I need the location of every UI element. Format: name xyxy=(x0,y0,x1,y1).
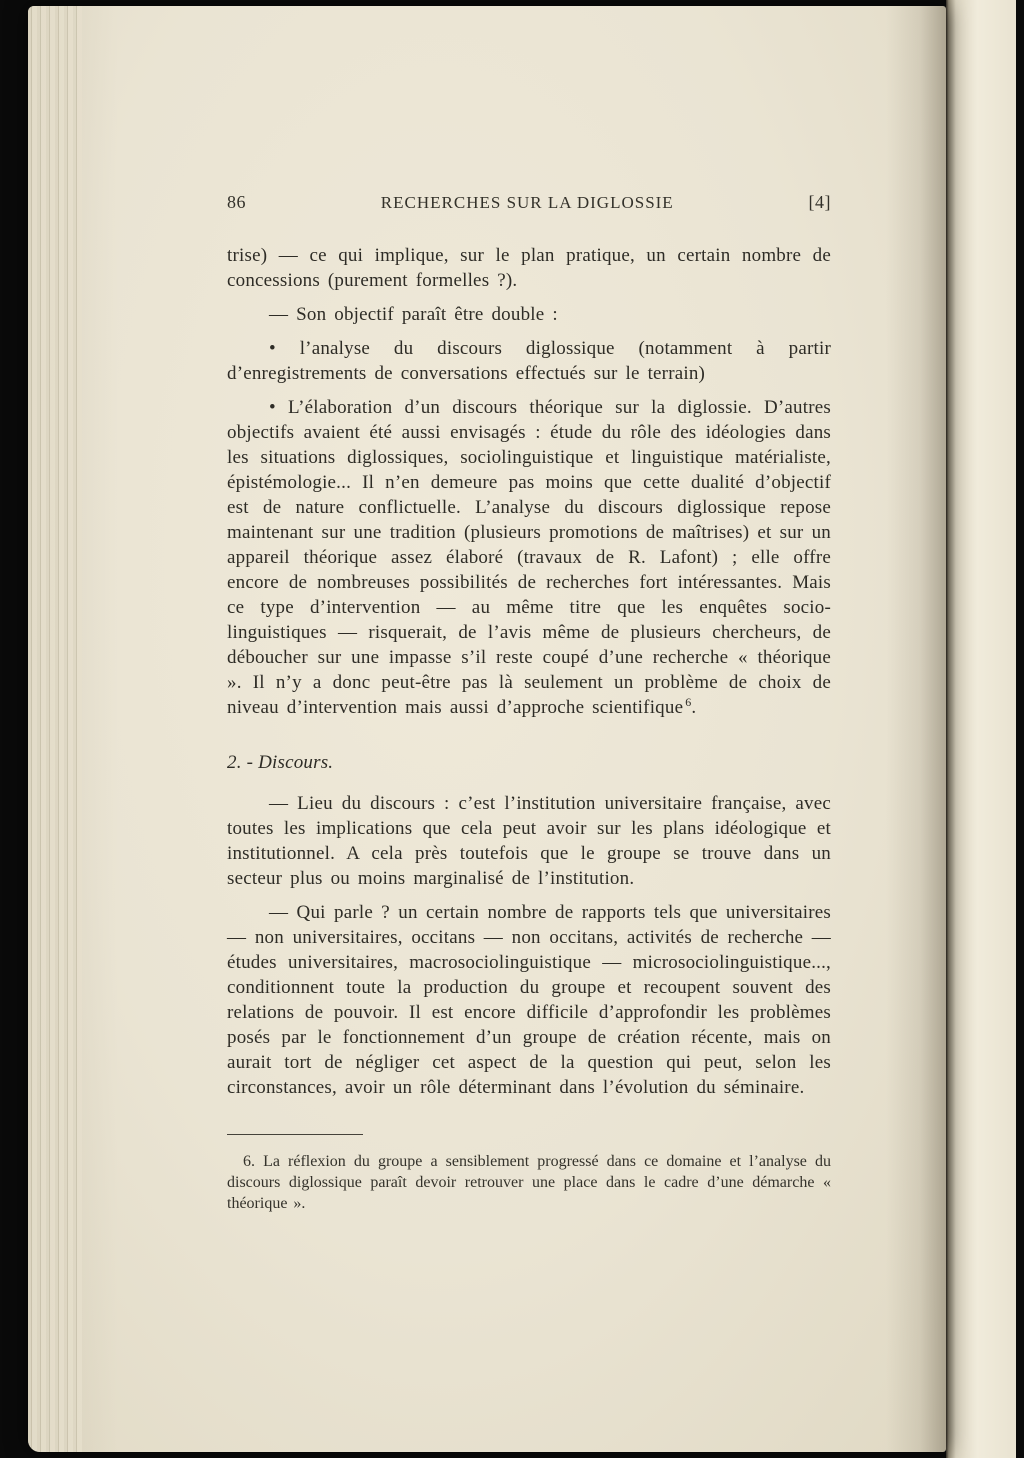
page-stack-edge xyxy=(28,6,82,1452)
running-title: RECHERCHES SUR LA DIGLOSSIE xyxy=(380,193,674,212)
bullet-item-analyse: • l’analyse du discours diglossique (notamment à partir d’enregistrements de conversations effectués sur le terrain) xyxy=(227,338,831,384)
bullet-item-elaboration-period: . xyxy=(691,697,697,718)
paragraph-qui-parle: — Qui parle ? un certain nombre de rapports tels que universitaires — non universitaires, occitans — non occitans, activités de recherche — études universitaires, macrosociolinguistique — microsociolinguistique..., conditionnent toute la production du groupe et recoupent souvent des relations de pouvoir. Il est encore difficile d’approfondir les problèmes posés par le fonctionnement d’un groupe de création récente, mais on aurait tort de négliger cet aspect de la question qui peut, selon les circonstances, avoir un rôle déterminant dans l’évolution du séminaire. xyxy=(227,902,831,1098)
page-number: 86 xyxy=(227,192,246,212)
section-heading-discours: 2. - Discours. xyxy=(227,752,334,773)
bullet-item-elaboration-text: • L’élaboration d’un discours théorique sur la diglossie. D’autres objectifs avaient été aussi envisagés : étude du rôle des idéologies dans les situations diglossiques, sociolinguistique et linguistique matérialiste, épistémologie... Il n’en demeure pas moins que cette dualité d’objectif est de nature conflictuelle. L’analyse du discours diglossique repose maintenant sur une tradition (plusieurs promotions de maîtrises) et sur un appareil théorique assez élaboré (travaux de R. Lafont) ; elle offre encore de nombreuses possibilités de recherches fort intéressantes. Mais ce type d’intervention — au même titre que les enquêtes socio-linguistiques — risquerait, de l’avis même de plusieurs chercheurs, de déboucher sur une impasse s’il reste coupé d’une recherche « théorique ». Il n’y a donc peut-être pas là seulement un problème de choix de niveau d’intervention mais aussi d’approche scientifique xyxy=(227,397,831,718)
continuation-paragraph: trise) — ce qui implique, sur le plan pratique, un certain nombre de concessions (purement formelles ?). xyxy=(227,245,831,291)
text-column xyxy=(227,192,831,1230)
book-page xyxy=(28,6,946,1452)
objective-paragraph: — Son objectif paraît être double : xyxy=(269,304,558,325)
paragraph-lieu-du-discours: — Lieu du discours : c’est l’institution universitaire française, avec toutes les implications que cela peut avoir sur les plans idéologique et institutionnel. A cela près toutefois que le groupe se trouve dans un secteur plus ou moins marginalisé de l’institution. xyxy=(227,793,831,889)
column-reference: [4] xyxy=(808,192,831,212)
footnote-reference: 6 xyxy=(685,694,692,709)
facing-page-edge xyxy=(946,0,1016,1458)
bullet-item-elaboration xyxy=(227,395,831,720)
footnote-rule xyxy=(227,1134,363,1135)
footnote-text: 6. La réflexion du groupe a sensiblement progressé dans ce domaine et l’analyse du discours diglossique paraît devoir retrouver une place dans le cadre d’une démarche « théorique ». xyxy=(227,1153,831,1212)
page-header xyxy=(227,192,831,213)
